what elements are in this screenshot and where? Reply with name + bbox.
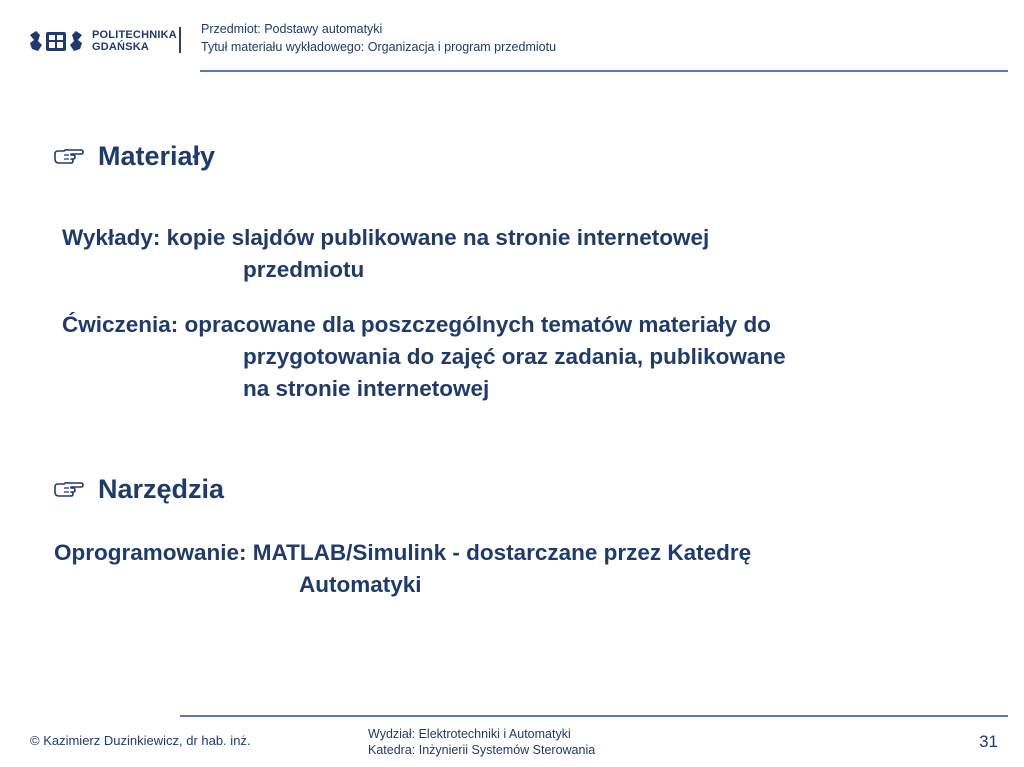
materials-heading-text: Materiały [98, 141, 216, 171]
university-logo [28, 27, 177, 55]
software-line-1: Oprogramowanie: MATLAB/Simulink - dostarczane przez Katedrę [54, 540, 752, 565]
footer-rule [180, 715, 1008, 717]
page-number: 31 [979, 732, 998, 751]
footer-department: Katedra: Inżynierii Systemów Sterowania [368, 743, 596, 757]
materials-heading [54, 141, 215, 172]
university-crest-icon [28, 27, 84, 55]
software-line-2: Automatyki [299, 572, 422, 597]
footer-faculty: Wydział: Elektrotechniki i Automatyki [368, 727, 571, 741]
logo-line-1: POLITECHNIKA [92, 29, 177, 41]
lecture-title: Tytuł materiału wykładowego: Organizacja i program przedmiotu [201, 40, 557, 54]
software-item [54, 537, 751, 601]
exercises-line-3: na stronie internetowej [243, 376, 490, 401]
exercises-line-1: Ćwiczenia: opracowane dla poszczególnych tematów materiały do [62, 312, 771, 337]
pointing-hand-icon [54, 149, 84, 165]
header-info [201, 20, 556, 56]
header-divider [179, 27, 181, 53]
lectures-line-1: Wykłady: kopie slajdów publikowane na stronie internetowej [62, 225, 710, 250]
exercises-item [62, 309, 786, 405]
pointing-hand-icon [54, 482, 84, 498]
footer-author: © Kazimierz Duzinkiewicz, dr hab. inż. [30, 733, 251, 748]
lectures-item [62, 222, 709, 286]
lectures-line-2: przedmiotu [243, 257, 365, 282]
logo-line-2: GDAŃSKA [92, 41, 150, 53]
footer-department-info [368, 726, 595, 758]
exercises-line-2: przygotowania do zajęć oraz zadania, publikowane [243, 344, 786, 369]
tools-heading [54, 474, 224, 505]
tools-heading-text: Narzędzia [98, 474, 225, 504]
header-rule [200, 70, 1008, 72]
subject-title: Przedmiot: Podstawy automatyki [201, 22, 383, 36]
